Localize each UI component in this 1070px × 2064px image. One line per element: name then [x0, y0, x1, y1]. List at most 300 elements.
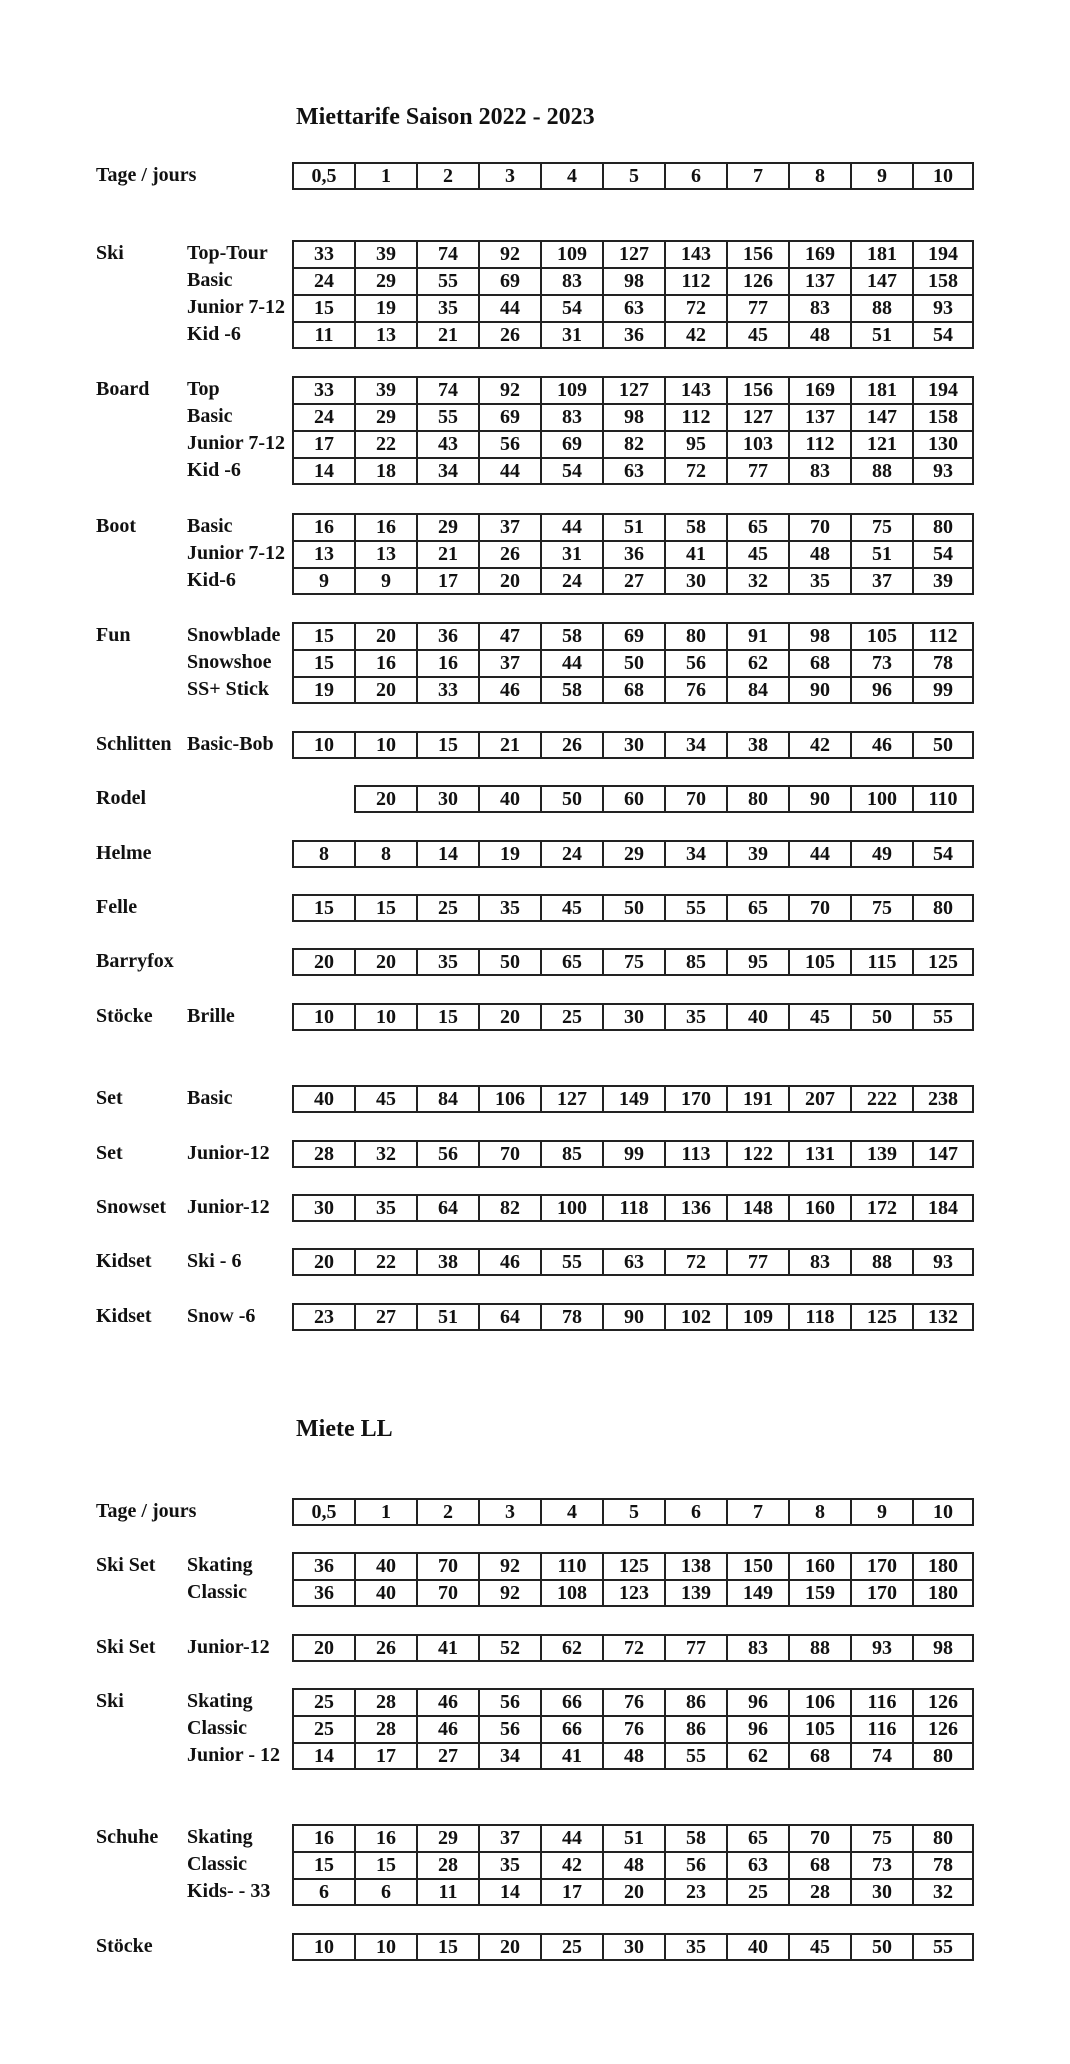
price-cell: 80: [912, 1742, 974, 1770]
price-cell: 24: [540, 840, 602, 868]
price-cell: 46: [478, 676, 540, 704]
price-row: [292, 948, 974, 975]
price-row: [292, 1140, 974, 1167]
price-cell: 56: [664, 649, 726, 676]
price-cell: 30: [416, 785, 478, 813]
price-cell: 139: [664, 1579, 726, 1607]
price-cell: 8: [788, 162, 850, 190]
price-row: [292, 1003, 974, 1030]
price-cell: 15: [416, 731, 478, 759]
price-grid: [292, 1194, 974, 1221]
price-cell: 16: [292, 1824, 354, 1851]
price-grid: [292, 1634, 974, 1661]
price-cell: 44: [540, 513, 602, 540]
section-title: Miettarife Saison 2022 - 2023: [296, 104, 595, 130]
price-cell: 35: [478, 894, 540, 922]
price-cell: 160: [788, 1552, 850, 1579]
price-cell: 37: [478, 1824, 540, 1851]
price-cell: 55: [912, 1003, 974, 1031]
price-cell: 70: [416, 1552, 478, 1579]
price-cell: 16: [354, 649, 416, 676]
price-cell: 45: [788, 1933, 850, 1961]
row-label: Basic-Bob: [187, 733, 274, 755]
price-cell: 35: [354, 1194, 416, 1222]
row-label: Snow -6: [187, 1305, 256, 1327]
price-cell: 15: [292, 894, 354, 922]
row-label: Kid -6: [187, 459, 241, 481]
price-cell: 20: [354, 785, 416, 813]
price-grid: [292, 840, 974, 867]
price-cell: 73: [850, 1851, 912, 1878]
price-row: [292, 785, 974, 812]
price-grid: [292, 240, 974, 348]
price-cell: 106: [788, 1688, 850, 1715]
price-cell: 32: [726, 567, 788, 595]
price-cell: 93: [912, 294, 974, 321]
price-cell: 34: [664, 731, 726, 759]
price-grid: [292, 1248, 974, 1275]
price-cell: 25: [540, 1933, 602, 1961]
price-row: [292, 1498, 974, 1525]
price-cell: 64: [478, 1303, 540, 1331]
price-cell: 70: [478, 1140, 540, 1168]
price-cell: 66: [540, 1688, 602, 1715]
price-cell: 159: [788, 1579, 850, 1607]
row-label: Junior-12: [187, 1636, 270, 1658]
price-cell: 156: [726, 240, 788, 267]
price-cell: 181: [850, 376, 912, 403]
price-grid: [292, 1688, 974, 1769]
price-cell: 69: [540, 430, 602, 457]
price-cell: 33: [292, 376, 354, 403]
row-label: Junior-12: [187, 1142, 270, 1164]
price-cell: 121: [850, 430, 912, 457]
price-cell: 34: [478, 1742, 540, 1770]
price-cell: 98: [912, 1634, 974, 1662]
price-cell: 72: [664, 457, 726, 485]
price-cell: 60: [602, 785, 664, 813]
price-cell: 48: [602, 1742, 664, 1770]
price-cell: 14: [478, 1878, 540, 1906]
row-label: Brille: [187, 1005, 235, 1027]
row-label: Basic: [187, 1087, 233, 1109]
price-cell: 20: [354, 948, 416, 976]
group-label: Ski Set: [96, 1554, 156, 1576]
price-grid: [292, 1085, 974, 1112]
price-cell: 68: [788, 1742, 850, 1770]
price-cell: 109: [540, 376, 602, 403]
price-cell: 20: [292, 1634, 354, 1662]
price-cell: 222: [850, 1085, 912, 1113]
price-cell: 19: [478, 840, 540, 868]
price-cell: 37: [478, 649, 540, 676]
price-cell: 51: [850, 321, 912, 349]
price-cell: 125: [602, 1552, 664, 1579]
row-label: Skating: [187, 1554, 253, 1576]
price-cell: 83: [540, 267, 602, 294]
price-cell: 74: [850, 1742, 912, 1770]
price-cell: 2: [416, 162, 478, 190]
price-cell: 41: [664, 540, 726, 567]
price-row: [292, 430, 974, 457]
price-cell: 40: [354, 1579, 416, 1607]
price-cell: 147: [850, 267, 912, 294]
price-cell: 10: [292, 1933, 354, 1961]
price-cell: 110: [912, 785, 974, 813]
group-label: Schlitten: [96, 733, 172, 755]
price-cell: 39: [354, 376, 416, 403]
price-cell: 10: [292, 1003, 354, 1031]
price-cell: 20: [354, 622, 416, 649]
price-cell: 36: [416, 622, 478, 649]
group-label: Barryfox: [96, 950, 174, 972]
price-cell: 28: [416, 1851, 478, 1878]
group-label: Snowset: [96, 1196, 167, 1218]
price-row: [292, 649, 974, 676]
price-cell: 5: [602, 162, 664, 190]
price-cell: 17: [354, 1742, 416, 1770]
price-cell: 83: [788, 457, 850, 485]
price-cell: 28: [354, 1715, 416, 1742]
price-row: [292, 321, 974, 348]
price-cell: 78: [912, 1851, 974, 1878]
price-cell: 30: [602, 1933, 664, 1961]
price-cell: 11: [416, 1878, 478, 1906]
price-grid: [292, 622, 974, 703]
price-cell: 20: [478, 1933, 540, 1961]
price-cell: 143: [664, 240, 726, 267]
row-label: Junior 7-12: [187, 296, 285, 318]
price-cell: 56: [664, 1851, 726, 1878]
price-row: [292, 1085, 974, 1112]
price-cell: 58: [540, 676, 602, 704]
price-cell: 105: [788, 1715, 850, 1742]
price-cell: 98: [602, 267, 664, 294]
price-cell: 131: [788, 1140, 850, 1168]
price-cell: 83: [788, 1248, 850, 1276]
price-cell: 126: [912, 1688, 974, 1715]
price-cell: 72: [664, 294, 726, 321]
price-cell: 143: [664, 376, 726, 403]
price-cell: 99: [602, 1140, 664, 1168]
price-cell: 20: [292, 1248, 354, 1276]
price-cell: 93: [912, 1248, 974, 1276]
price-cell: 2: [416, 1498, 478, 1526]
price-cell: 92: [478, 376, 540, 403]
price-cell: 4: [540, 1498, 602, 1526]
price-cell: 65: [726, 513, 788, 540]
price-row: [292, 1552, 974, 1579]
price-cell: 54: [912, 321, 974, 349]
price-cell: 10: [354, 1933, 416, 1961]
row-label: Junior 7-12: [187, 542, 285, 564]
price-cell: 8: [354, 840, 416, 868]
price-row: [292, 894, 974, 921]
price-cell: 44: [788, 840, 850, 868]
price-cell: 77: [726, 294, 788, 321]
price-cell: 148: [726, 1194, 788, 1222]
price-cell: 30: [602, 731, 664, 759]
price-cell: 15: [292, 294, 354, 321]
price-cell: 34: [664, 840, 726, 868]
price-cell: 23: [292, 1303, 354, 1331]
price-cell: 80: [664, 622, 726, 649]
price-cell: 8: [788, 1498, 850, 1526]
price-cell: 7: [726, 1498, 788, 1526]
price-cell: 84: [416, 1085, 478, 1113]
price-cell: 39: [912, 567, 974, 595]
price-cell: 72: [664, 1248, 726, 1276]
price-grid: [292, 731, 974, 758]
price-cell: 24: [292, 267, 354, 294]
price-cell: 20: [354, 676, 416, 704]
price-grid: [292, 785, 974, 812]
price-row: [292, 376, 974, 403]
price-cell: 75: [850, 894, 912, 922]
price-cell: 74: [416, 376, 478, 403]
price-cell: 122: [726, 1140, 788, 1168]
price-cell: 30: [292, 1194, 354, 1222]
price-cell: 127: [602, 376, 664, 403]
days-label: Tage / jours: [96, 1500, 197, 1522]
price-cell: 25: [416, 894, 478, 922]
price-cell: 68: [788, 1851, 850, 1878]
price-cell: 20: [478, 1003, 540, 1031]
price-row: [292, 1933, 974, 1960]
group-label: Kidset: [96, 1250, 152, 1272]
row-label: Basic: [187, 269, 233, 291]
price-row: [292, 240, 974, 267]
price-cell: 35: [416, 948, 478, 976]
price-cell: 10: [354, 731, 416, 759]
price-cell: 32: [354, 1140, 416, 1168]
group-label: Ski: [96, 242, 124, 264]
price-cell: 77: [726, 457, 788, 485]
price-cell: 42: [788, 731, 850, 759]
price-cell: 113: [664, 1140, 726, 1168]
price-cell: 56: [478, 1688, 540, 1715]
price-cell: 70: [416, 1579, 478, 1607]
price-cell: 15: [416, 1003, 478, 1031]
price-cell: 170: [850, 1579, 912, 1607]
price-cell: 73: [850, 649, 912, 676]
price-cell: 191: [726, 1085, 788, 1113]
row-label: SS+ Stick: [187, 678, 269, 700]
price-cell: 92: [478, 1579, 540, 1607]
price-cell: 9: [850, 162, 912, 190]
price-cell: 93: [850, 1634, 912, 1662]
price-row: [292, 1715, 974, 1742]
price-cell: 112: [912, 622, 974, 649]
row-label: Classic: [187, 1717, 247, 1739]
price-cell: 33: [416, 676, 478, 704]
price-cell: 194: [912, 376, 974, 403]
price-cell: 96: [850, 676, 912, 704]
row-label: Snowshoe: [187, 651, 272, 673]
price-cell: 7: [726, 162, 788, 190]
price-cell: 58: [664, 1824, 726, 1851]
price-cell: 9: [292, 567, 354, 595]
price-cell: 13: [354, 540, 416, 567]
price-cell: 62: [726, 1742, 788, 1770]
price-cell: 169: [788, 240, 850, 267]
price-cell: 127: [540, 1085, 602, 1113]
price-cell: 95: [726, 948, 788, 976]
row-label: Kid-6: [187, 569, 236, 591]
price-grid: [292, 376, 974, 484]
price-cell: 70: [664, 785, 726, 813]
price-cell: 80: [726, 785, 788, 813]
price-cell: 30: [602, 1003, 664, 1031]
price-cell: 109: [726, 1303, 788, 1331]
price-cell: 78: [912, 649, 974, 676]
price-row: [292, 840, 974, 867]
price-cell: 137: [788, 403, 850, 430]
price-cell: 77: [726, 1248, 788, 1276]
price-cell: 42: [540, 1851, 602, 1878]
price-grid: [292, 1303, 974, 1330]
price-cell: 83: [788, 294, 850, 321]
price-cell: 180: [912, 1552, 974, 1579]
price-cell: 75: [850, 513, 912, 540]
price-cell: 30: [850, 1878, 912, 1906]
price-row: [292, 457, 974, 484]
price-cell: 11: [292, 321, 354, 349]
price-cell: 16: [354, 513, 416, 540]
price-cell: 50: [850, 1003, 912, 1031]
price-cell: 25: [726, 1878, 788, 1906]
price-cell: 25: [292, 1715, 354, 1742]
price-cell: 58: [664, 513, 726, 540]
price-cell: 50: [602, 649, 664, 676]
price-cell: 93: [912, 457, 974, 485]
price-cell: 36: [292, 1579, 354, 1607]
price-grid: [292, 894, 974, 921]
price-cell: 29: [602, 840, 664, 868]
price-cell: 149: [602, 1085, 664, 1113]
price-cell: 17: [540, 1878, 602, 1906]
price-cell: 105: [850, 622, 912, 649]
price-cell: 123: [602, 1579, 664, 1607]
price-cell: 20: [478, 567, 540, 595]
price-cell: 52: [478, 1634, 540, 1662]
price-cell: 45: [354, 1085, 416, 1113]
price-cell: 46: [478, 1248, 540, 1276]
price-cell: 27: [354, 1303, 416, 1331]
price-cell: 115: [850, 948, 912, 976]
price-cell: 31: [540, 321, 602, 349]
price-row: [292, 1194, 974, 1221]
price-cell: 125: [912, 948, 974, 976]
price-cell: 25: [540, 1003, 602, 1031]
price-cell: 72: [602, 1634, 664, 1662]
price-cell: 48: [602, 1851, 664, 1878]
price-cell: 35: [416, 294, 478, 321]
price-cell: 80: [912, 513, 974, 540]
price-cell: 55: [540, 1248, 602, 1276]
price-cell: 41: [416, 1634, 478, 1662]
price-cell: 20: [602, 1878, 664, 1906]
group-label: Boot: [96, 515, 136, 537]
price-cell: 55: [912, 1933, 974, 1961]
price-cell: 21: [416, 321, 478, 349]
group-label: Stöcke: [96, 1005, 153, 1027]
price-cell: 26: [478, 321, 540, 349]
price-cell: 35: [478, 1851, 540, 1878]
price-cell: 63: [602, 1248, 664, 1276]
price-cell: 38: [726, 731, 788, 759]
price-cell: 20: [292, 948, 354, 976]
price-cell: 16: [416, 649, 478, 676]
price-grid: [292, 1824, 974, 1905]
row-label: Skating: [187, 1826, 253, 1848]
price-cell: 0,5: [292, 162, 354, 190]
price-cell: 112: [788, 430, 850, 457]
row-label: Junior-12: [187, 1196, 270, 1218]
group-label: Set: [96, 1087, 123, 1109]
price-cell: 158: [912, 403, 974, 430]
price-cell: 105: [788, 948, 850, 976]
price-cell: 36: [292, 1552, 354, 1579]
price-cell: 55: [664, 894, 726, 922]
price-cell: 96: [726, 1715, 788, 1742]
price-cell: 106: [478, 1085, 540, 1113]
price-cell: 70: [788, 894, 850, 922]
price-row: [292, 1851, 974, 1878]
days-label: Tage / jours: [96, 164, 197, 186]
price-row: [292, 1303, 974, 1330]
price-cell: 86: [664, 1715, 726, 1742]
price-cell: 82: [602, 430, 664, 457]
price-cell: 16: [354, 1824, 416, 1851]
price-grid: [292, 1003, 974, 1030]
price-cell: 92: [478, 240, 540, 267]
price-cell: 27: [416, 1742, 478, 1770]
price-cell: 55: [664, 1742, 726, 1770]
group-label: Felle: [96, 896, 138, 918]
price-cell: 5: [602, 1498, 664, 1526]
price-cell: 31: [540, 540, 602, 567]
price-cell: 29: [354, 403, 416, 430]
price-cell: 39: [726, 840, 788, 868]
price-cell: 10: [354, 1003, 416, 1031]
price-cell: 41: [540, 1742, 602, 1770]
price-cell: 13: [292, 540, 354, 567]
price-cell: 76: [664, 676, 726, 704]
price-cell: 88: [850, 294, 912, 321]
price-cell: 46: [850, 731, 912, 759]
price-cell: 36: [602, 540, 664, 567]
price-cell: 76: [602, 1688, 664, 1715]
price-cell: 10: [912, 1498, 974, 1526]
price-grid: [292, 1552, 974, 1606]
price-cell: 51: [602, 1824, 664, 1851]
price-cell: 110: [540, 1552, 602, 1579]
price-cell: 112: [664, 403, 726, 430]
price-cell: 0,5: [292, 1498, 354, 1526]
price-cell: 17: [292, 430, 354, 457]
price-cell: 28: [354, 1688, 416, 1715]
price-cell: 75: [850, 1824, 912, 1851]
price-cell: 21: [416, 540, 478, 567]
price-cell: 54: [912, 840, 974, 868]
price-cell: 132: [912, 1303, 974, 1331]
price-cell: 36: [602, 321, 664, 349]
price-row: [292, 162, 974, 189]
price-cell: 160: [788, 1194, 850, 1222]
price-cell: 50: [850, 1933, 912, 1961]
price-cell: 54: [540, 457, 602, 485]
